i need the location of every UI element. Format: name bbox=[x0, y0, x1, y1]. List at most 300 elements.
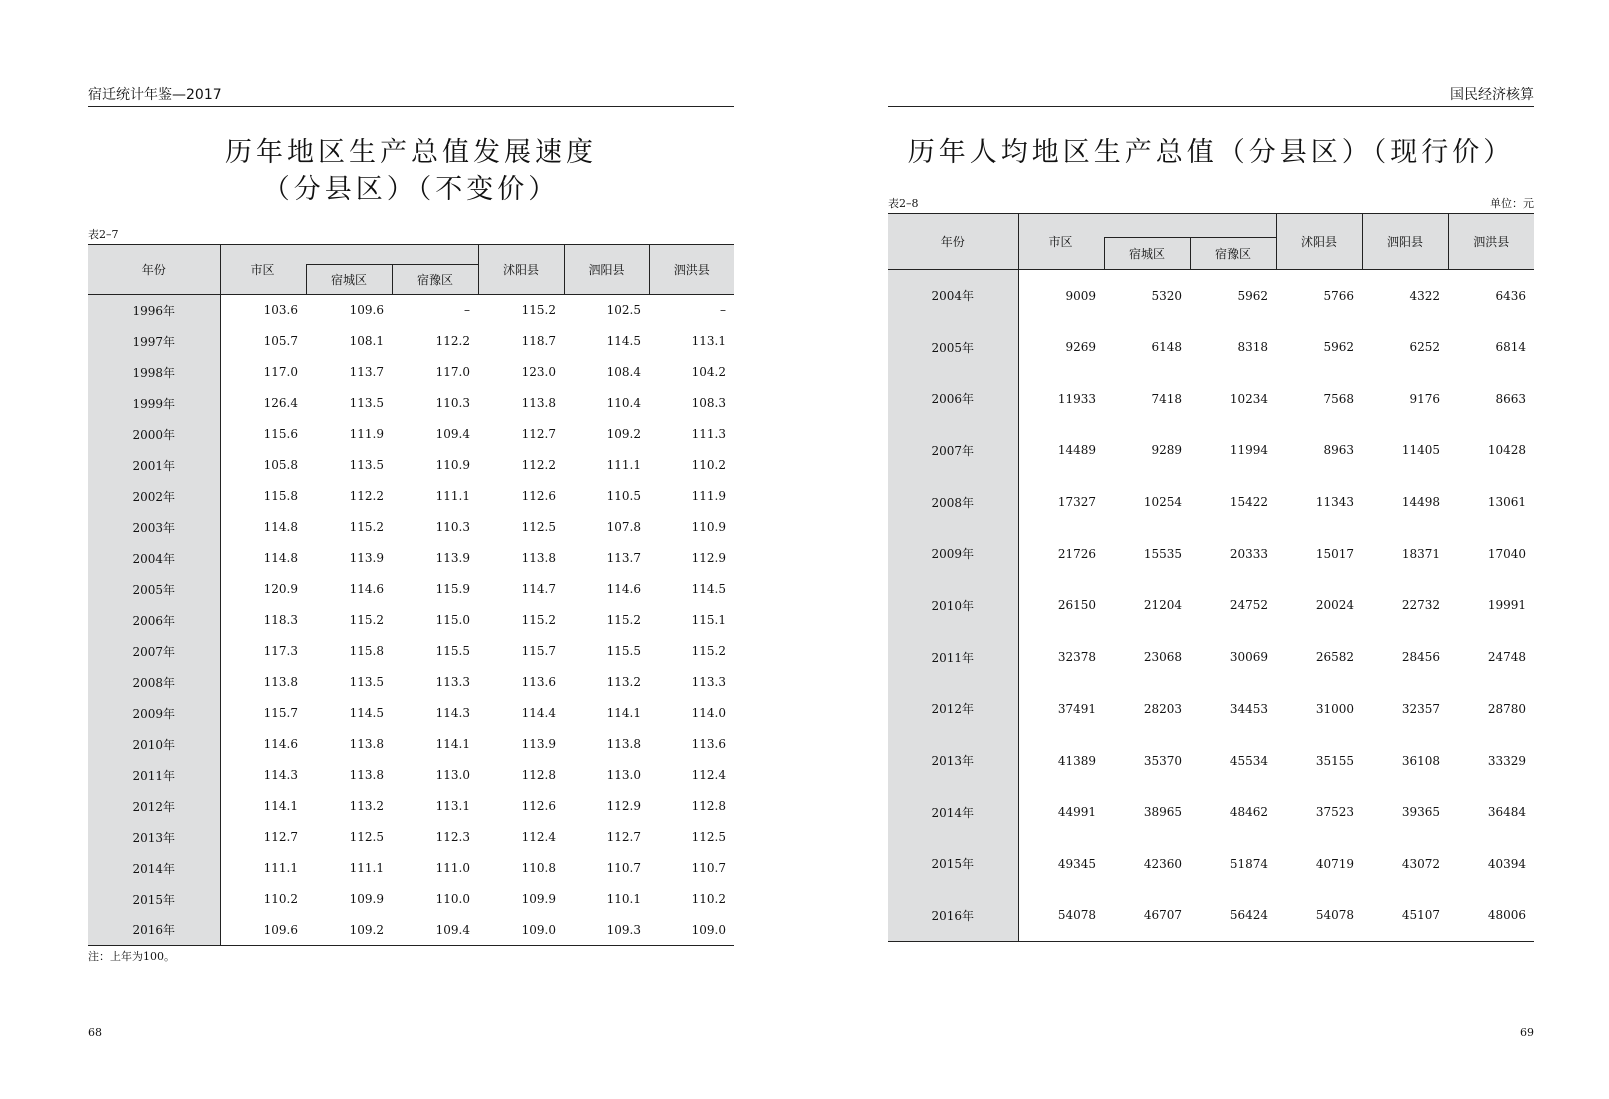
cell-value: 45107 bbox=[1401, 908, 1440, 923]
cell-value: 20024 bbox=[1315, 598, 1354, 613]
cell-value: 110.5 bbox=[606, 489, 641, 503]
cell-value: 28203 bbox=[1143, 701, 1182, 716]
cell-value: 123.0 bbox=[521, 365, 556, 379]
cell-value: 110.9 bbox=[691, 520, 726, 534]
table-row bbox=[88, 915, 734, 946]
cell-value: 111.0 bbox=[435, 861, 470, 875]
cell-value: 40719 bbox=[1315, 856, 1354, 871]
cell-value: 109.6 bbox=[349, 303, 384, 318]
cell-value: 112.2 bbox=[435, 334, 470, 348]
table-row bbox=[88, 419, 734, 450]
cell-value: 110.7 bbox=[606, 861, 641, 875]
table-row bbox=[888, 321, 1534, 373]
cell-value: 115.5 bbox=[435, 644, 470, 658]
table-row bbox=[88, 574, 734, 605]
cell-value: 9176 bbox=[1409, 391, 1440, 406]
row-year: 2016年 bbox=[888, 890, 1018, 942]
cell-value: 115.2 bbox=[521, 613, 556, 627]
cell-value: 43072 bbox=[1401, 856, 1440, 871]
cell-value: 109.9 bbox=[521, 892, 556, 906]
cell-value: 115.1 bbox=[691, 613, 726, 627]
cell-value: 39365 bbox=[1401, 805, 1440, 820]
cell-value: 115.2 bbox=[606, 613, 641, 627]
row-year: 2014年 bbox=[888, 786, 1018, 838]
cell-value: 113.9 bbox=[435, 551, 470, 565]
cell-value: 109.9 bbox=[349, 892, 384, 906]
cell-value: 112.5 bbox=[691, 830, 726, 844]
cell-value: 33329 bbox=[1487, 753, 1526, 768]
cell-value: 113.9 bbox=[349, 551, 384, 565]
cell-value: 23068 bbox=[1143, 650, 1182, 665]
cell-value: 113.6 bbox=[521, 675, 556, 689]
cell-value: 112.3 bbox=[435, 830, 470, 844]
table-row bbox=[88, 295, 734, 326]
row-year: 2006年 bbox=[88, 605, 220, 636]
page-number-right: 69 bbox=[1520, 1026, 1534, 1039]
cell-value: 28780 bbox=[1487, 701, 1526, 716]
cell-value: 44991 bbox=[1057, 805, 1096, 820]
table-number: 表2–8 bbox=[888, 197, 919, 210]
cell-value: 113.7 bbox=[606, 551, 641, 565]
cell-value: 113.9 bbox=[521, 737, 556, 751]
table-title-line1: 历年地区生产总值发展速度 bbox=[225, 137, 597, 168]
table-row bbox=[88, 791, 734, 822]
header-suyu: 宿豫区 bbox=[1190, 238, 1276, 270]
cell-value: 117.0 bbox=[435, 365, 470, 379]
growth-rate-table bbox=[88, 244, 734, 946]
cell-value: 115.8 bbox=[263, 489, 298, 503]
row-year: 2009年 bbox=[88, 698, 220, 729]
cell-value: 13061 bbox=[1487, 495, 1526, 510]
cell-value: 112.8 bbox=[521, 768, 556, 782]
row-year: 2007年 bbox=[88, 636, 220, 667]
table-note: 注：上年为100。 bbox=[88, 950, 175, 963]
cell-value: 110.3 bbox=[435, 396, 470, 410]
cell-value: 112.2 bbox=[349, 489, 384, 503]
left-page bbox=[88, 0, 734, 1099]
cell-value: 110.2 bbox=[691, 892, 726, 906]
per-capita-gdp-table bbox=[888, 213, 1534, 942]
header-year: 年份 bbox=[88, 245, 220, 295]
cell-value: 113.8 bbox=[263, 675, 298, 689]
cell-value: 115.6 bbox=[263, 427, 298, 441]
cell-value: 113.2 bbox=[606, 675, 641, 689]
cell-value: 26582 bbox=[1315, 650, 1354, 665]
cell-value: 7418 bbox=[1151, 391, 1182, 406]
cell-value: 30069 bbox=[1229, 650, 1268, 665]
cell-value: 14489 bbox=[1057, 443, 1096, 458]
cell-value: 113.3 bbox=[435, 675, 470, 689]
header-city: 市区 bbox=[220, 245, 306, 295]
cell-value: 114.6 bbox=[349, 582, 384, 596]
header-city: 市区 bbox=[1018, 214, 1104, 270]
cell-value: 114.6 bbox=[606, 582, 641, 596]
cell-value: 115.2 bbox=[521, 303, 556, 318]
row-year: 1999年 bbox=[88, 388, 220, 419]
cell-value: – bbox=[720, 303, 726, 318]
cell-value: 5766 bbox=[1323, 288, 1354, 303]
table-row bbox=[88, 667, 734, 698]
cell-value: 115.2 bbox=[349, 613, 384, 627]
table-row bbox=[888, 786, 1534, 838]
cell-value: 113.0 bbox=[435, 768, 470, 782]
cell-value: 15017 bbox=[1315, 546, 1354, 561]
cell-value: 114.5 bbox=[606, 334, 641, 348]
unit-label: 单位：元 bbox=[1490, 197, 1534, 210]
cell-value: 113.6 bbox=[691, 737, 726, 751]
table-row bbox=[88, 357, 734, 388]
cell-value: 109.4 bbox=[435, 922, 470, 937]
row-year: 2012年 bbox=[888, 683, 1018, 735]
table-row bbox=[88, 822, 734, 853]
cell-value: 113.8 bbox=[349, 768, 384, 782]
cell-value: 115.2 bbox=[349, 520, 384, 534]
cell-value: 51874 bbox=[1229, 856, 1268, 871]
right-page bbox=[888, 0, 1534, 1099]
cell-value: 46707 bbox=[1143, 908, 1182, 923]
cell-value: 112.7 bbox=[263, 830, 298, 844]
cell-value: 36108 bbox=[1401, 753, 1440, 768]
cell-value: 36484 bbox=[1487, 805, 1526, 820]
cell-value: 37523 bbox=[1315, 805, 1354, 820]
cell-value: 11994 bbox=[1229, 443, 1268, 458]
cell-value: 103.6 bbox=[263, 303, 298, 318]
table-row bbox=[888, 373, 1534, 425]
cell-value: 113.2 bbox=[349, 799, 384, 813]
row-year: 2015年 bbox=[88, 884, 220, 915]
table-row bbox=[888, 683, 1534, 735]
table-row bbox=[888, 631, 1534, 683]
row-year: 2008年 bbox=[888, 476, 1018, 528]
cell-value: 111.9 bbox=[349, 427, 384, 441]
cell-value: 110.8 bbox=[521, 861, 556, 875]
cell-value: 109.3 bbox=[606, 922, 641, 937]
cell-value: 118.3 bbox=[263, 613, 298, 627]
cell-value: 41389 bbox=[1057, 753, 1096, 768]
cell-value: 113.8 bbox=[521, 551, 556, 565]
row-year: 2008年 bbox=[88, 667, 220, 698]
cell-value: 32357 bbox=[1401, 701, 1440, 716]
header-shuyang: 沭阳县 bbox=[478, 245, 564, 295]
row-year: 2004年 bbox=[88, 543, 220, 574]
cell-value: 126.4 bbox=[263, 396, 298, 410]
cell-value: 11343 bbox=[1315, 495, 1354, 510]
cell-value: 5962 bbox=[1323, 340, 1354, 355]
cell-value: 35370 bbox=[1143, 753, 1182, 768]
table-row bbox=[888, 580, 1534, 632]
header-city-span bbox=[306, 245, 478, 265]
cell-value: 114.1 bbox=[263, 799, 298, 813]
cell-value: 113.8 bbox=[349, 737, 384, 751]
row-year: 2001年 bbox=[88, 450, 220, 481]
cell-value: 18371 bbox=[1401, 546, 1440, 561]
row-year: 2010年 bbox=[888, 580, 1018, 632]
table-row bbox=[88, 450, 734, 481]
cell-value: 109.2 bbox=[349, 922, 384, 937]
cell-value: 114.6 bbox=[263, 737, 298, 751]
cell-value: 112.8 bbox=[691, 799, 726, 813]
cell-value: 117.3 bbox=[263, 644, 298, 658]
cell-value: 109.4 bbox=[435, 427, 470, 441]
row-year: 2000年 bbox=[88, 419, 220, 450]
cell-value: 110.0 bbox=[435, 892, 470, 906]
cell-value: 113.1 bbox=[435, 799, 470, 813]
cell-value: 112.6 bbox=[521, 799, 556, 813]
table-row bbox=[88, 388, 734, 419]
row-year: 2012年 bbox=[88, 791, 220, 822]
cell-value: 40394 bbox=[1487, 856, 1526, 871]
cell-value: 118.7 bbox=[521, 334, 556, 348]
cell-value: 111.1 bbox=[435, 489, 470, 503]
cell-value: – bbox=[464, 303, 470, 318]
cell-value: 114.4 bbox=[521, 706, 556, 720]
cell-value: 108.1 bbox=[349, 334, 384, 348]
running-head-left: 宿迁统计年鉴—2017 bbox=[88, 86, 734, 107]
cell-value: 21204 bbox=[1143, 598, 1182, 613]
table-row bbox=[888, 890, 1534, 942]
table-row bbox=[88, 760, 734, 791]
cell-value: 34453 bbox=[1229, 701, 1268, 716]
cell-value: 8318 bbox=[1237, 340, 1268, 355]
cell-value: 48462 bbox=[1229, 805, 1268, 820]
cell-value: 111.3 bbox=[691, 427, 726, 441]
cell-value: 108.4 bbox=[606, 365, 641, 379]
cell-value: 105.8 bbox=[263, 458, 298, 472]
cell-value: 113.8 bbox=[606, 737, 641, 751]
cell-value: 9269 bbox=[1065, 340, 1096, 355]
cell-value: 113.3 bbox=[691, 675, 726, 689]
cell-value: 31000 bbox=[1315, 701, 1354, 716]
cell-value: 26150 bbox=[1057, 598, 1096, 613]
table-row bbox=[88, 543, 734, 574]
cell-value: 37491 bbox=[1057, 701, 1096, 716]
cell-value: 110.1 bbox=[606, 892, 641, 906]
cell-value: 6814 bbox=[1495, 340, 1526, 355]
cell-value: 48006 bbox=[1487, 908, 1526, 923]
table-row bbox=[888, 735, 1534, 787]
cell-value: 20333 bbox=[1229, 546, 1268, 561]
cell-value: 9009 bbox=[1065, 288, 1096, 303]
cell-value: 115.7 bbox=[521, 644, 556, 658]
cell-value: 49345 bbox=[1057, 856, 1096, 871]
cell-value: 112.7 bbox=[606, 830, 641, 844]
row-year: 2015年 bbox=[888, 838, 1018, 890]
table-row bbox=[888, 838, 1534, 890]
header-year: 年份 bbox=[888, 214, 1018, 270]
row-year: 2005年 bbox=[888, 321, 1018, 373]
cell-value: 6252 bbox=[1409, 340, 1440, 355]
cell-value: 4322 bbox=[1409, 288, 1440, 303]
cell-value: 104.2 bbox=[691, 365, 726, 379]
cell-value: 112.5 bbox=[349, 830, 384, 844]
cell-value: 114.5 bbox=[691, 582, 726, 596]
cell-value: 110.7 bbox=[691, 861, 726, 875]
cell-value: 110.2 bbox=[263, 892, 298, 906]
table-row bbox=[888, 270, 1534, 322]
row-year: 2005年 bbox=[88, 574, 220, 605]
cell-value: 112.6 bbox=[521, 489, 556, 503]
cell-value: 112.4 bbox=[691, 768, 726, 782]
cell-value: 8963 bbox=[1323, 443, 1354, 458]
table-row bbox=[88, 636, 734, 667]
cell-value: 109.6 bbox=[263, 922, 298, 937]
cell-value: 113.5 bbox=[349, 458, 384, 472]
cell-value: 113.0 bbox=[606, 768, 641, 782]
cell-value: 115.0 bbox=[435, 613, 470, 627]
cell-value: 113.1 bbox=[691, 334, 726, 348]
cell-value: 109.0 bbox=[691, 922, 726, 937]
table-title-line2: （分县区）（不变价） bbox=[262, 174, 560, 205]
row-year: 2002年 bbox=[88, 481, 220, 512]
cell-value: 114.8 bbox=[263, 520, 298, 534]
cell-value: 42360 bbox=[1143, 856, 1182, 871]
row-year: 2010年 bbox=[88, 729, 220, 760]
cell-value: 7568 bbox=[1323, 391, 1354, 406]
row-year: 2016年 bbox=[88, 915, 220, 946]
table-row bbox=[88, 326, 734, 357]
cell-value: 117.0 bbox=[263, 365, 298, 379]
header-shuyang: 沭阳县 bbox=[1276, 214, 1362, 270]
table-row bbox=[888, 425, 1534, 477]
header-suchen: 宿城区 bbox=[1104, 238, 1190, 270]
cell-value: 113.8 bbox=[521, 396, 556, 410]
cell-value: 112.7 bbox=[521, 427, 556, 441]
cell-value: 24748 bbox=[1487, 650, 1526, 665]
row-year: 1996年 bbox=[88, 295, 220, 326]
cell-value: 113.5 bbox=[349, 675, 384, 689]
cell-value: 110.2 bbox=[691, 458, 726, 472]
table-row bbox=[888, 476, 1534, 528]
table-row bbox=[88, 729, 734, 760]
cell-value: 10428 bbox=[1487, 443, 1526, 458]
row-year: 2011年 bbox=[888, 631, 1018, 683]
row-year: 2003年 bbox=[88, 512, 220, 543]
cell-value: 24752 bbox=[1229, 598, 1268, 613]
cell-value: 32378 bbox=[1057, 650, 1096, 665]
cell-value: 114.3 bbox=[435, 706, 470, 720]
row-year: 1997年 bbox=[88, 326, 220, 357]
header-suyu: 宿豫区 bbox=[392, 265, 478, 295]
cell-value: 56424 bbox=[1229, 908, 1268, 923]
cell-value: 109.0 bbox=[521, 922, 556, 937]
table-row bbox=[88, 853, 734, 884]
cell-value: 110.3 bbox=[435, 520, 470, 534]
cell-value: 54078 bbox=[1315, 908, 1354, 923]
cell-value: 38965 bbox=[1143, 805, 1182, 820]
row-year: 2013年 bbox=[88, 822, 220, 853]
cell-value: 6436 bbox=[1495, 288, 1526, 303]
cell-value: 111.1 bbox=[263, 861, 298, 875]
cell-value: 111.1 bbox=[606, 458, 641, 472]
cell-value: 10234 bbox=[1229, 391, 1268, 406]
cell-value: 109.2 bbox=[606, 427, 641, 441]
cell-value: 114.7 bbox=[521, 582, 556, 596]
cell-value: 110.9 bbox=[435, 458, 470, 472]
table-row bbox=[88, 884, 734, 915]
cell-value: 110.4 bbox=[606, 396, 641, 410]
row-year: 2013年 bbox=[888, 735, 1018, 787]
table-row bbox=[88, 512, 734, 543]
row-year: 2009年 bbox=[888, 528, 1018, 580]
cell-value: 115.5 bbox=[606, 644, 641, 658]
cell-value: 15422 bbox=[1229, 495, 1268, 510]
cell-value: 115.8 bbox=[349, 644, 384, 658]
cell-value: 17040 bbox=[1487, 546, 1526, 561]
row-year: 2011年 bbox=[88, 760, 220, 791]
cell-value: 112.4 bbox=[521, 830, 556, 844]
row-year: 2006年 bbox=[888, 373, 1018, 425]
cell-value: 111.9 bbox=[691, 489, 726, 503]
cell-value: 114.3 bbox=[263, 768, 298, 782]
table-row bbox=[888, 528, 1534, 580]
cell-value: 6148 bbox=[1151, 340, 1182, 355]
row-year: 2007年 bbox=[888, 425, 1018, 477]
cell-value: 5962 bbox=[1237, 288, 1268, 303]
cell-value: 108.3 bbox=[691, 396, 726, 410]
cell-value: 111.1 bbox=[349, 861, 384, 875]
cell-value: 105.7 bbox=[263, 334, 298, 348]
cell-value: 115.9 bbox=[435, 582, 470, 596]
cell-value: 14498 bbox=[1401, 495, 1440, 510]
cell-value: 8663 bbox=[1495, 391, 1526, 406]
cell-value: 54078 bbox=[1057, 908, 1096, 923]
table-row bbox=[88, 481, 734, 512]
row-year: 2004年 bbox=[888, 270, 1018, 322]
row-year: 2014年 bbox=[88, 853, 220, 884]
cell-value: 114.1 bbox=[435, 737, 470, 751]
cell-value: 11933 bbox=[1057, 391, 1096, 406]
row-year: 1998年 bbox=[88, 357, 220, 388]
cell-value: 115.7 bbox=[263, 706, 298, 720]
cell-value: 113.5 bbox=[349, 396, 384, 410]
cell-value: 21726 bbox=[1057, 546, 1096, 561]
header-siyang: 泗阳县 bbox=[1362, 214, 1448, 270]
header-city-span bbox=[1104, 214, 1276, 238]
table-number: 表2–7 bbox=[88, 228, 119, 241]
cell-value: 113.7 bbox=[349, 365, 384, 379]
cell-value: 35155 bbox=[1315, 753, 1354, 768]
cell-value: 107.8 bbox=[606, 520, 641, 534]
header-suchen: 宿城区 bbox=[306, 265, 392, 295]
cell-value: 19991 bbox=[1487, 598, 1526, 613]
cell-value: 11405 bbox=[1401, 443, 1440, 458]
cell-value: 112.9 bbox=[691, 551, 726, 565]
header-siyang: 泗阳县 bbox=[564, 245, 649, 295]
cell-value: 112.9 bbox=[606, 799, 641, 813]
header-sihong: 泗洪县 bbox=[1448, 214, 1534, 270]
cell-value: 114.8 bbox=[263, 551, 298, 565]
cell-value: 115.2 bbox=[691, 644, 726, 658]
cell-value: 120.9 bbox=[263, 582, 298, 596]
page-number-left: 68 bbox=[88, 1026, 102, 1039]
header-sihong: 泗洪县 bbox=[649, 245, 734, 295]
cell-value: 9289 bbox=[1151, 443, 1182, 458]
table-title: 历年人均地区生产总值（分县区）（现行价） bbox=[907, 137, 1515, 168]
cell-value: 5320 bbox=[1151, 288, 1182, 303]
cell-value: 17327 bbox=[1057, 495, 1096, 510]
cell-value: 102.5 bbox=[606, 303, 641, 318]
cell-value: 114.1 bbox=[606, 706, 641, 720]
cell-value: 10254 bbox=[1143, 495, 1182, 510]
running-head-right: 国民经济核算 bbox=[888, 86, 1534, 107]
cell-value: 45534 bbox=[1229, 753, 1268, 768]
cell-value: 112.5 bbox=[521, 520, 556, 534]
table-row bbox=[88, 605, 734, 636]
cell-value: 112.2 bbox=[521, 458, 556, 472]
table-row bbox=[88, 698, 734, 729]
cell-value: 15535 bbox=[1143, 546, 1182, 561]
cell-value: 22732 bbox=[1401, 598, 1440, 613]
